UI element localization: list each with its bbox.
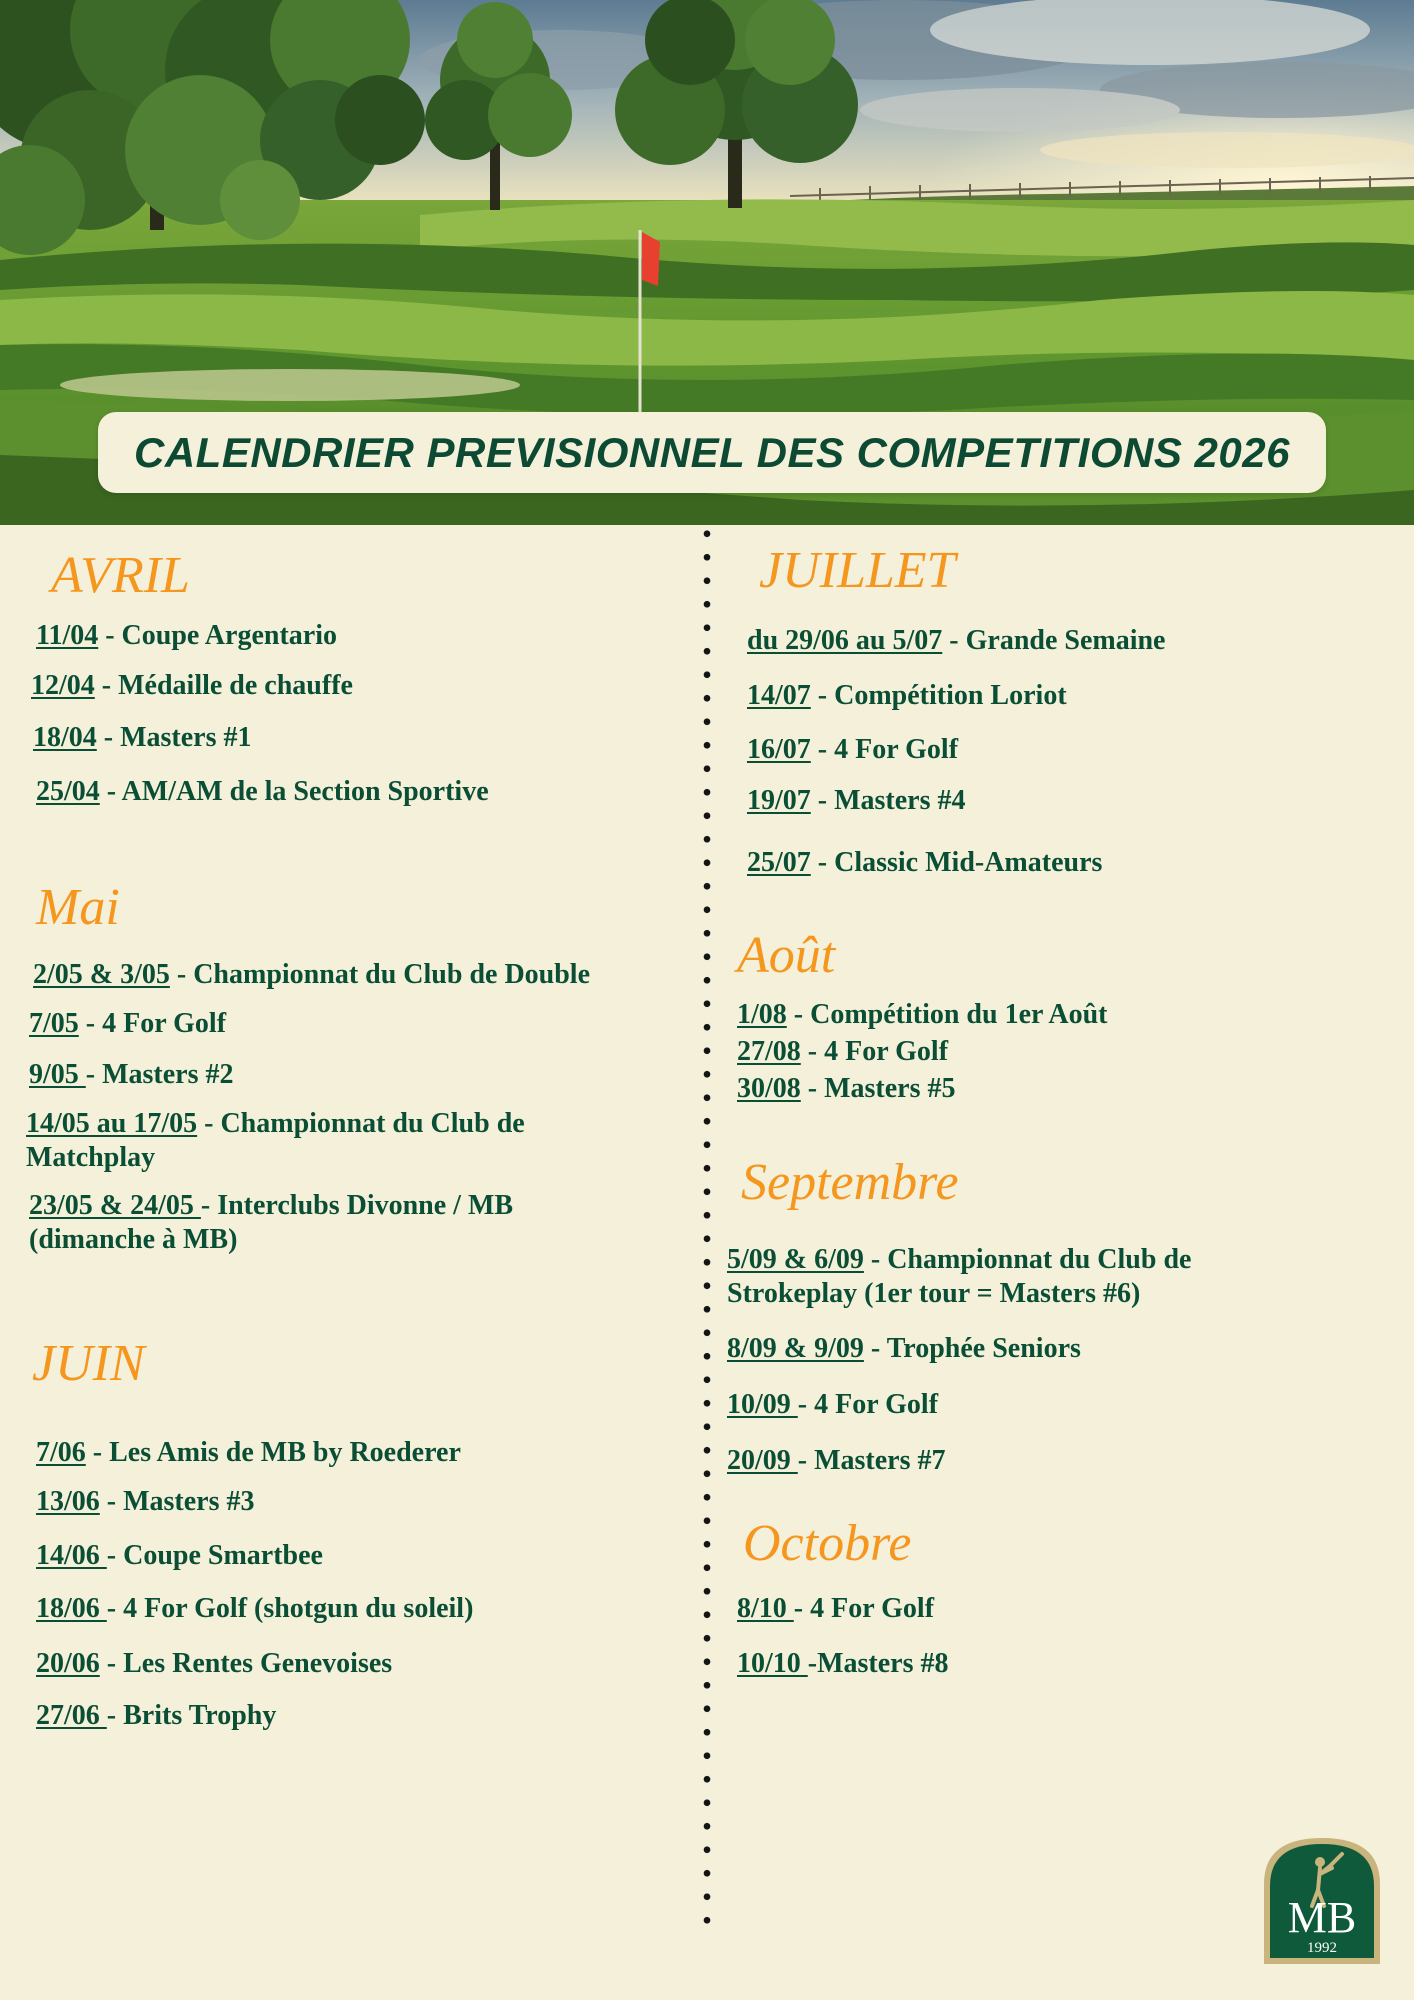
event-entry — [36, 1699, 276, 1733]
page-title: CALENDRIER PREVISIONNEL DES COMPETITIONS 2026 — [134, 429, 1290, 476]
event-name: - 4 For Golf — [78, 1008, 227, 1039]
event-entry — [737, 998, 1108, 1032]
event-entry — [36, 1436, 461, 1470]
event-entry — [747, 733, 958, 767]
event-date: 25/04 — [36, 776, 100, 807]
event-name: - Classic Mid-Amateurs — [810, 847, 1103, 878]
event-entry — [747, 679, 1067, 713]
dotted-divider — [703, 522, 711, 1927]
event-entry — [737, 1592, 934, 1626]
event-entry — [36, 1539, 323, 1573]
event-name: - 4 For Golf (shotgun du soleil) — [106, 1593, 474, 1624]
title-banner — [98, 412, 1326, 493]
event-entry — [737, 1035, 948, 1069]
event-name: - 4 For Golf — [793, 1593, 935, 1624]
event-date: 7/05 — [29, 1008, 79, 1039]
event-date: 27/06 — [36, 1700, 107, 1731]
event-entry — [727, 1243, 1191, 1311]
event-name: - Masters #5 — [800, 1073, 956, 1104]
event-date: 25/07 — [747, 847, 811, 878]
event-date: 9/05 — [29, 1059, 86, 1090]
club-logo — [1258, 1832, 1386, 1968]
event-name: - Les Amis de MB by Roederer — [85, 1437, 461, 1468]
event-entry — [29, 1058, 234, 1092]
event-date: 8/09 & 9/09 — [727, 1333, 864, 1364]
event-entry — [727, 1332, 1081, 1366]
club-logo-shield — [1258, 1832, 1386, 1968]
month-heading-avril: AVRIL — [51, 547, 190, 604]
event-date: 2/05 & 3/05 — [33, 959, 170, 990]
event-date: 20/09 — [727, 1445, 798, 1476]
event-date: du 29/06 au 5/07 — [747, 625, 943, 656]
event-name: - Interclubs Divonne / MB (dimanche à MB) — [29, 1190, 514, 1255]
event-date: 14/05 au 17/05 — [26, 1108, 198, 1139]
event-name: - Masters #7 — [797, 1445, 946, 1476]
event-entry — [727, 1388, 938, 1422]
event-name: - 4 For Golf — [810, 734, 959, 765]
event-entry — [737, 1647, 949, 1681]
event-name: - Trophée Seniors — [863, 1333, 1081, 1364]
event-date: 23/05 & 24/05 — [29, 1190, 201, 1221]
event-name: - Médaille de chauffe — [94, 670, 353, 701]
event-date: 5/09 & 6/09 — [727, 1244, 864, 1275]
event-name: - Brits Trophy — [106, 1700, 277, 1731]
event-name: - Masters #4 — [810, 785, 966, 816]
event-name: - Masters #1 — [96, 722, 252, 753]
event-entry — [29, 1007, 226, 1041]
event-date: 18/06 — [36, 1593, 107, 1624]
event-name: - Coupe Smartbee — [106, 1540, 323, 1571]
event-name: - Masters #2 — [85, 1059, 234, 1090]
logo-monogram: MB — [1287, 1893, 1357, 1942]
event-entry — [737, 1072, 956, 1106]
event-name: - Championnat du Club de Double — [169, 959, 591, 990]
event-date: 11/04 — [36, 620, 99, 651]
month-heading-septembre: Septembre — [741, 1154, 959, 1211]
event-date: 27/08 — [737, 1036, 801, 1067]
logo-year: 1992 — [1307, 1940, 1337, 1956]
event-entry — [31, 669, 353, 703]
event-entry — [36, 1647, 392, 1681]
event-name: - Masters #3 — [99, 1486, 255, 1517]
event-name: - Grande Semaine — [942, 625, 1166, 656]
month-heading-mai: Mai — [36, 879, 120, 936]
event-date: 30/08 — [737, 1073, 801, 1104]
event-date: 12/04 — [31, 670, 95, 701]
event-entry — [747, 784, 966, 818]
event-entry — [36, 619, 337, 653]
event-name: - AM/AM de la Section Sportive — [99, 776, 489, 807]
month-heading-juin: JUIN — [32, 1335, 145, 1392]
event-name: - Coupe Argentario — [98, 620, 337, 651]
event-date: 14/06 — [36, 1540, 107, 1571]
month-heading-juillet: JUILLET — [759, 542, 956, 599]
event-entry — [747, 624, 1166, 658]
event-date: 20/06 — [36, 1648, 100, 1679]
event-name: - 4 For Golf — [800, 1036, 949, 1067]
event-date: 10/10 — [737, 1648, 808, 1679]
bunker — [60, 369, 520, 401]
event-entry — [33, 721, 252, 755]
event-name: - Championnat du Club de Strokeplay (1er tour = Masters #6) — [727, 1244, 1192, 1309]
event-entry — [29, 1189, 513, 1257]
event-entry — [26, 1107, 525, 1175]
event-entry — [36, 1592, 473, 1626]
event-name: - Compétition Loriot — [810, 680, 1067, 711]
event-entry — [36, 775, 489, 809]
event-date: 1/08 — [737, 999, 787, 1030]
event-entry — [727, 1444, 946, 1478]
event-name: - Compétition du 1er Août — [786, 999, 1108, 1030]
event-entry — [36, 1485, 255, 1519]
event-name: - Les Rentes Genevoises — [99, 1648, 393, 1679]
event-name: -Masters #8 — [807, 1648, 949, 1679]
event-name: - Championnat du Club de Matchplay — [26, 1108, 525, 1173]
month-heading-octobre: Octobre — [743, 1515, 912, 1572]
event-entry — [747, 846, 1102, 880]
event-name: - 4 For Golf — [797, 1389, 939, 1420]
event-date: 14/07 — [747, 680, 811, 711]
event-date: 7/06 — [36, 1437, 86, 1468]
event-date: 13/06 — [36, 1486, 100, 1517]
event-entry — [33, 958, 590, 992]
event-date: 18/04 — [33, 722, 97, 753]
event-date: 8/10 — [737, 1593, 794, 1624]
event-date: 16/07 — [747, 734, 811, 765]
month-heading-aout: Août — [737, 927, 836, 984]
event-date: 19/07 — [747, 785, 811, 816]
event-date: 10/09 — [727, 1389, 798, 1420]
